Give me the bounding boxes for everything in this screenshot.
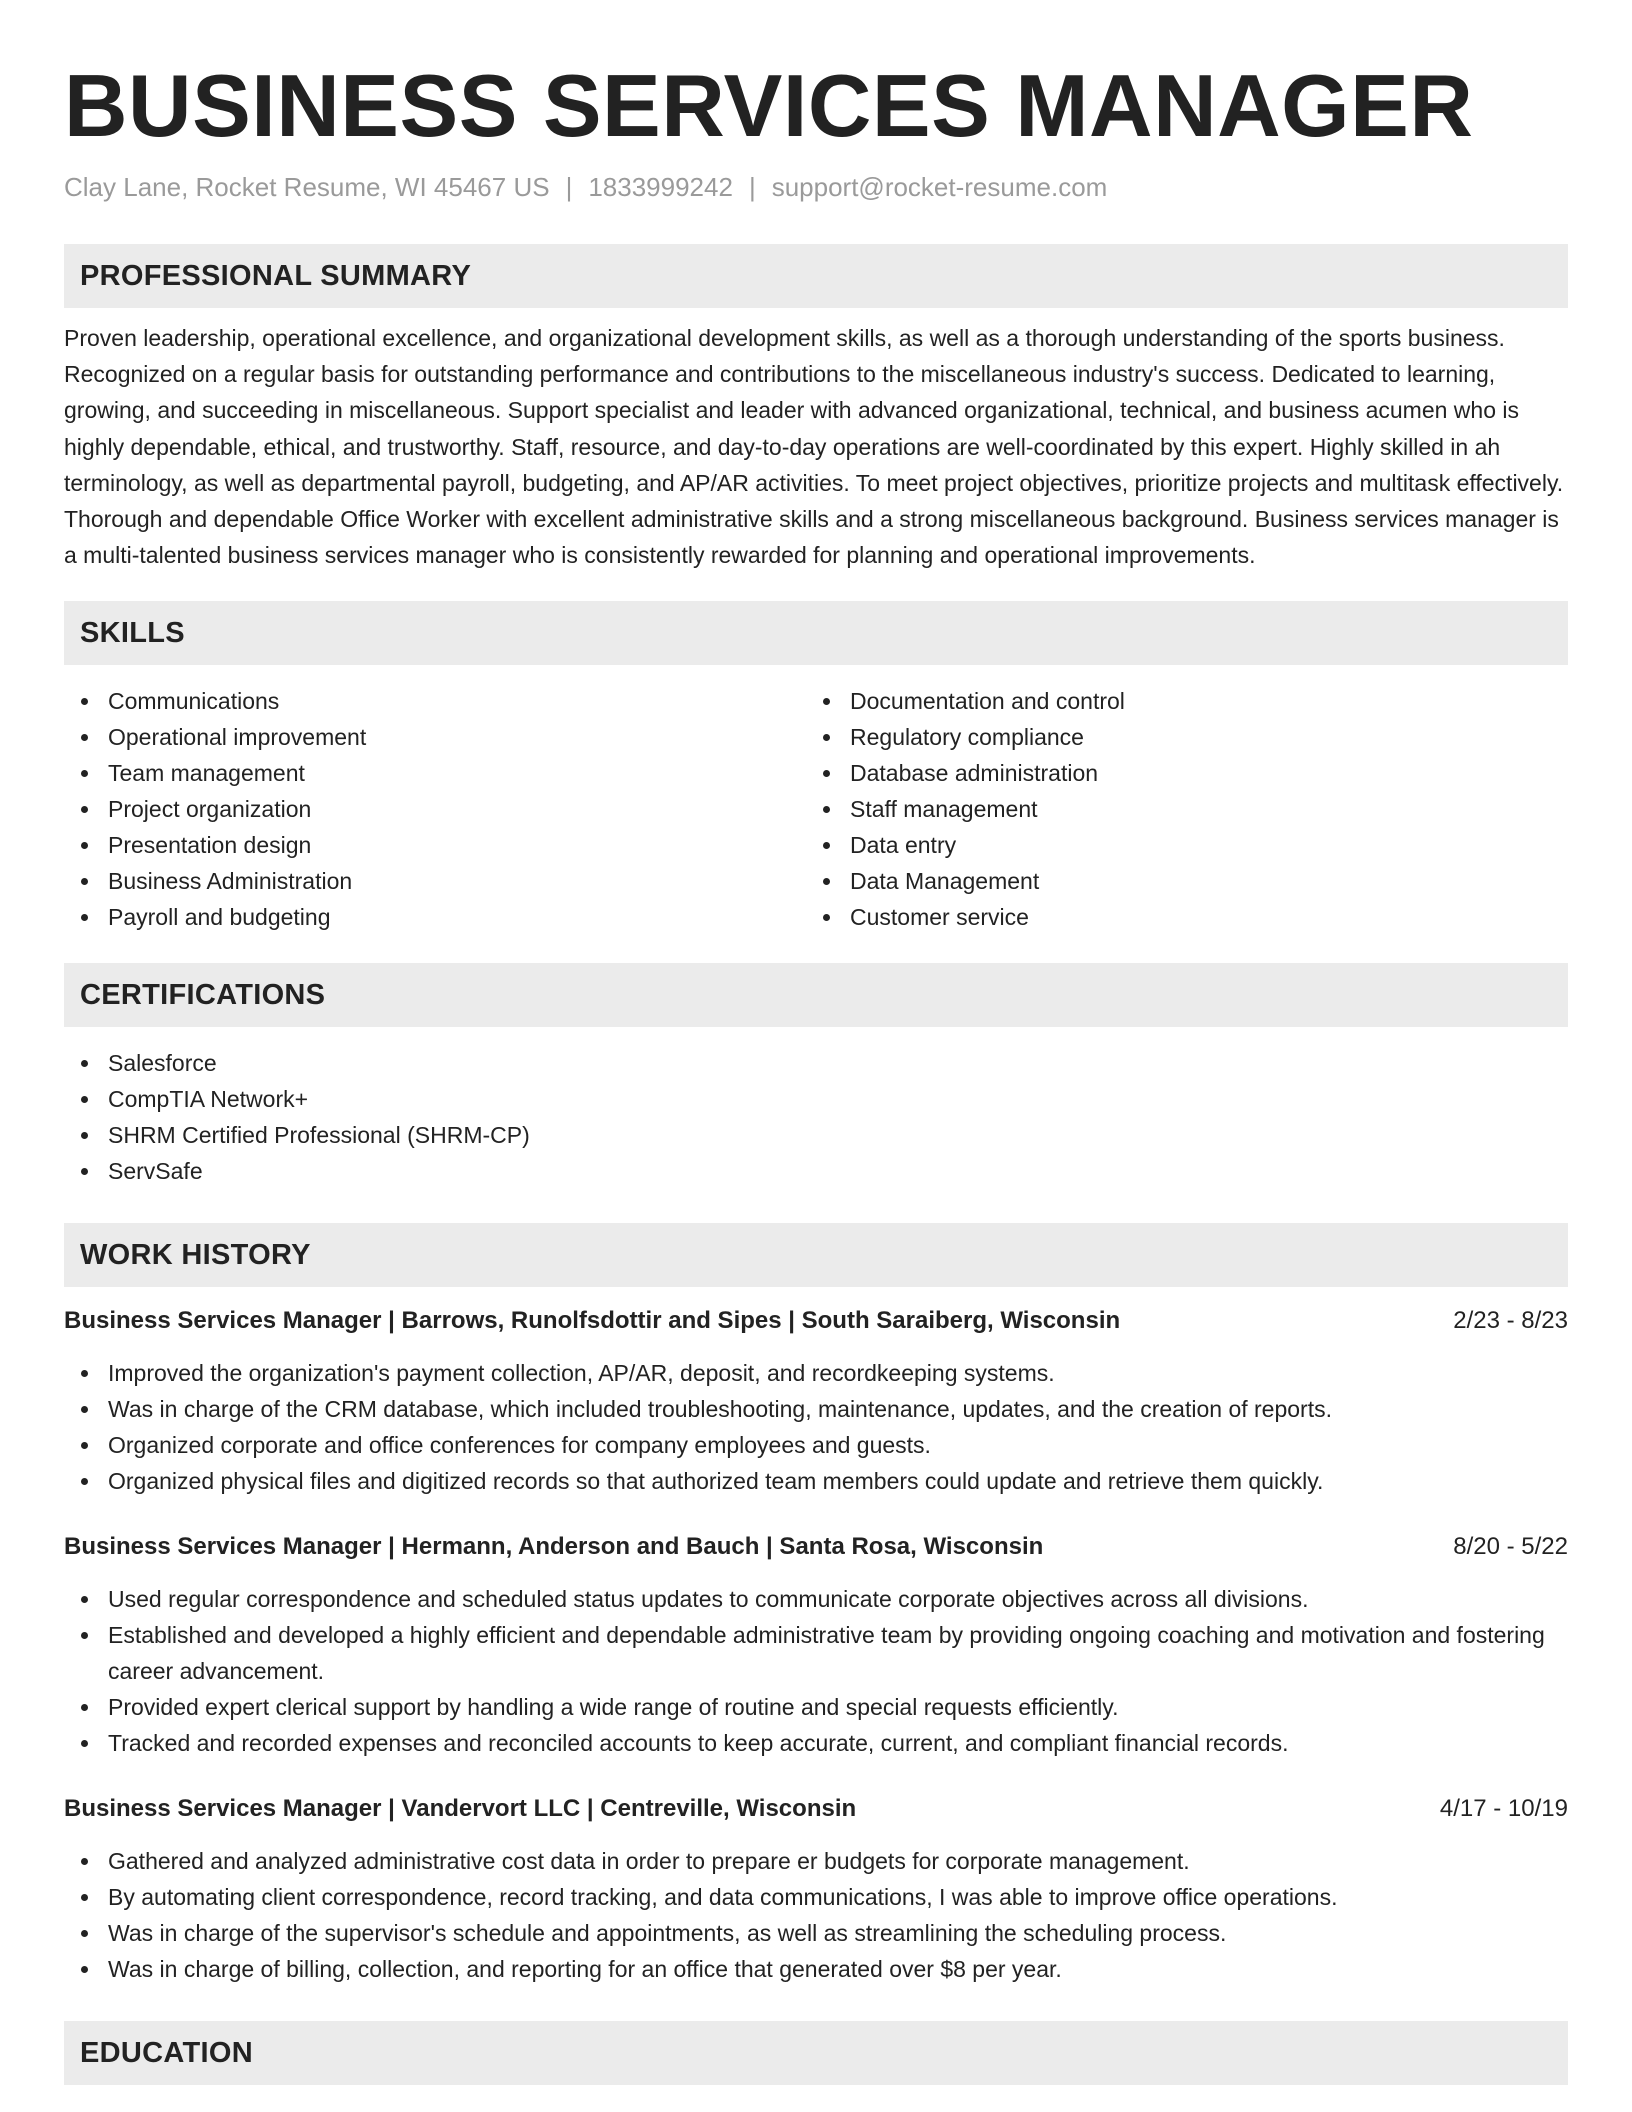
job-dates: 8/20 - 5/22 bbox=[1453, 1533, 1568, 1561]
job-title: Business Services Manager | Vandervort LLC | Centreville, Wisconsin bbox=[64, 1795, 857, 1823]
skill-item: Data Management bbox=[806, 863, 1548, 899]
job-dates: 4/17 - 10/19 bbox=[1439, 1795, 1568, 1823]
certification-item: ServSafe bbox=[64, 1153, 1568, 1189]
contact-email: support@rocket-resume.com bbox=[771, 172, 1108, 202]
job-bullet: Was in charge of billing, collection, and reporting for an office that generated over $8 per year. bbox=[64, 1951, 1568, 1987]
job-bullet: Improved the organization's payment collection, AP/AR, deposit, and recordkeeping systems. bbox=[64, 1355, 1568, 1391]
certifications-list bbox=[64, 1045, 1568, 1189]
skill-item: Data entry bbox=[806, 827, 1548, 863]
skill-item: Customer service bbox=[806, 899, 1548, 935]
education-heading: EDUCATION bbox=[64, 2021, 1568, 2085]
skill-item: Business Administration bbox=[64, 863, 806, 899]
skill-item: Team management bbox=[64, 755, 806, 791]
job-bullets bbox=[64, 1843, 1568, 1987]
skill-item: Communications bbox=[64, 683, 806, 719]
job-bullet: Provided expert clerical support by handling a wide range of routine and special requests efficiently. bbox=[64, 1689, 1568, 1725]
contact-separator: | bbox=[565, 172, 573, 202]
certification-item: SHRM Certified Professional (SHRM-CP) bbox=[64, 1117, 1568, 1153]
skills-grid bbox=[64, 683, 1568, 935]
skills-heading: SKILLS bbox=[64, 601, 1568, 665]
job-title: Business Services Manager | Barrows, Runolfsdottir and Sipes | South Saraiberg, Wisconsin bbox=[64, 1307, 1121, 1335]
contact-separator: | bbox=[748, 172, 756, 202]
job-bullet: Organized physical files and digitized records so that authorized team members could update and retrieve them quickly. bbox=[64, 1463, 1568, 1499]
certification-item: CompTIA Network+ bbox=[64, 1081, 1568, 1117]
job-dates: 2/23 - 8/23 bbox=[1453, 1307, 1568, 1335]
job-header bbox=[64, 1303, 1568, 1339]
skill-item: Regulatory compliance bbox=[806, 719, 1548, 755]
skill-item: Payroll and budgeting bbox=[64, 899, 806, 935]
work-history-heading: WORK HISTORY bbox=[64, 1223, 1568, 1287]
certification-item: Salesforce bbox=[64, 1045, 1568, 1081]
job-bullets bbox=[64, 1581, 1568, 1761]
job-bullet: Organized corporate and office conferences for company employees and guests. bbox=[64, 1427, 1568, 1463]
job-title: Business Services Manager | Hermann, Anderson and Bauch | Santa Rosa, Wisconsin bbox=[64, 1533, 1044, 1561]
job-bullet: Used regular correspondence and scheduled status updates to communicate corporate objectives across all divisions. bbox=[64, 1581, 1568, 1617]
skills-column-right bbox=[806, 683, 1548, 935]
contact-phone: 1833999242 bbox=[588, 172, 733, 202]
contact-line bbox=[64, 170, 1568, 204]
resume-name: BUSINESS SERVICES MANAGER bbox=[64, 56, 1474, 155]
job-header bbox=[64, 1529, 1568, 1565]
certifications-heading: CERTIFICATIONS bbox=[64, 963, 1568, 1027]
skill-item: Staff management bbox=[806, 791, 1548, 827]
skill-item: Operational improvement bbox=[64, 719, 806, 755]
skill-item: Presentation design bbox=[64, 827, 806, 863]
job-entry bbox=[64, 1791, 1568, 1987]
summary-text: Proven leadership, operational excellence, and organizational development skills, as well as a thorough understanding of the sports business. Recognized on a regular basis for outstanding performance and contributions to the miscellaneous industry's success. Dedicated to learning, growing, and succeeding in miscellaneous. Support specialist and leader with advanced organizational, technical, and business acumen who is highly dependable, ethical, and trustworthy. Staff, resource, and day-to-day operations are well-coordinated by this expert. Highly skilled in ah terminology, as well as departmental payroll, budgeting, and AP/AR activities. To meet project objectives, prioritize projects and multitask effectively. Thorough and dependable Office Worker with excellent administrative skills and a strong miscellaneous background. Business services manager is a multi-talented business services manager who is consistently rewarded for planning and operational improvements. bbox=[64, 325, 1564, 569]
job-header bbox=[64, 1791, 1568, 1827]
contact-address: Clay Lane, Rocket Resume, WI 45467 US bbox=[64, 172, 550, 202]
job-bullet: Was in charge of the CRM database, which included troubleshooting, maintenance, updates, and the creation of reports. bbox=[64, 1391, 1568, 1427]
job-bullets bbox=[64, 1355, 1568, 1499]
job-bullet: Tracked and recorded expenses and reconciled accounts to keep accurate, current, and compliant financial records. bbox=[64, 1725, 1568, 1761]
job-bullet: Established and developed a highly efficient and dependable administrative team by providing ongoing coaching and motivation and fostering career advancement. bbox=[64, 1617, 1568, 1689]
summary-heading: PROFESSIONAL SUMMARY bbox=[64, 244, 1568, 308]
skill-item: Database administration bbox=[806, 755, 1548, 791]
skill-item: Project organization bbox=[64, 791, 806, 827]
job-bullet: Gathered and analyzed administrative cost data in order to prepare er budgets for corporate management. bbox=[64, 1843, 1568, 1879]
job-entry bbox=[64, 1303, 1568, 1499]
job-bullet: By automating client correspondence, record tracking, and data communications, I was able to improve office operations. bbox=[64, 1879, 1568, 1915]
job-entry bbox=[64, 1529, 1568, 1761]
skill-item: Documentation and control bbox=[806, 683, 1548, 719]
job-bullet: Was in charge of the supervisor's schedule and appointments, as well as streamlining the scheduling process. bbox=[64, 1915, 1568, 1951]
resume-page bbox=[64, 0, 1568, 2085]
skills-column-left bbox=[64, 683, 806, 935]
